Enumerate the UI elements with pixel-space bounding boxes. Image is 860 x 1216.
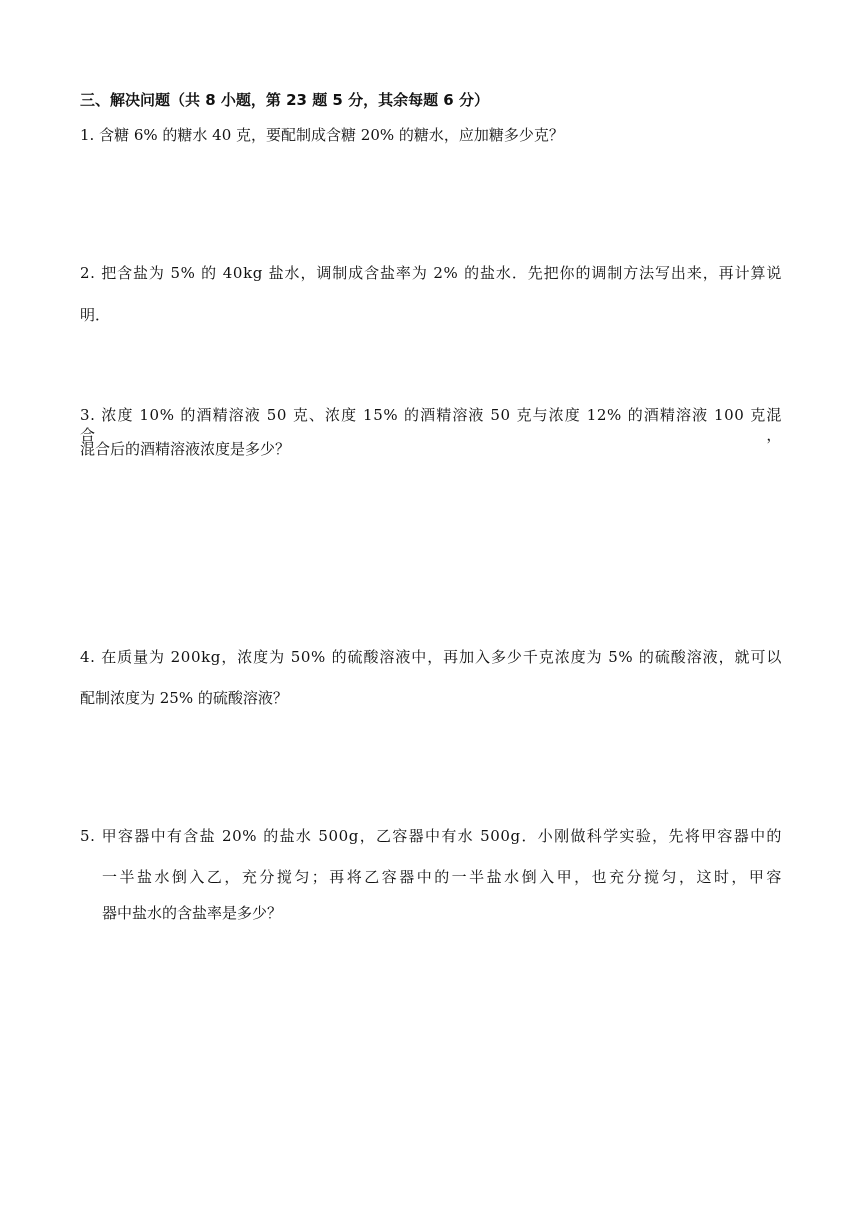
problem-1-line-1: 1. 含糖 6% 的糖水 40 克，要配制成含糖 20% 的糖水，应加糖多少克？ [80, 126, 564, 144]
problem-3-line-2: 混合后的酒精溶液浓度是多少？ [80, 440, 291, 458]
problem-3-line-1: 3. 浓度 10% 的酒精溶液 50 克、浓度 15% 的酒精溶液 50 克与浓度 12% 的酒精溶液 100 克混合， [80, 406, 782, 444]
section-heading: 三、解决问题（共 8 小题，第 23 题 5 分，其余每题 6 分） [80, 91, 489, 109]
problem-2-line-1: 2. 把含盐为 5% 的 40kg 盐水，调制成含盐率为 2% 的盐水．先把你的调制方法写出来，再计算说 [80, 264, 782, 282]
problem-2-line-2: 明． [80, 306, 111, 324]
problem-4-line-1: 4. 在质量为 200kg，浓度为 50% 的硫酸溶液中，再加入多少千克浓度为 5% 的硫酸溶液，就可以 [80, 648, 782, 666]
problem-5-line-3: 器中盐水的含盐率是多少？ [102, 904, 283, 922]
problem-4-line-2: 配制浓度为 25% 的硫酸溶液？ [80, 689, 288, 707]
problem-5-line-2: 一半盐水倒入乙，充分搅匀；再将乙容器中的一半盐水倒入甲，也充分搅匀，这时，甲容 [102, 868, 782, 886]
problem-5-line-1: 5. 甲容器中有含盐 20% 的盐水 500g，乙容器中有水 500g．小刚做科学实验，先将甲容器中的 [80, 827, 782, 845]
